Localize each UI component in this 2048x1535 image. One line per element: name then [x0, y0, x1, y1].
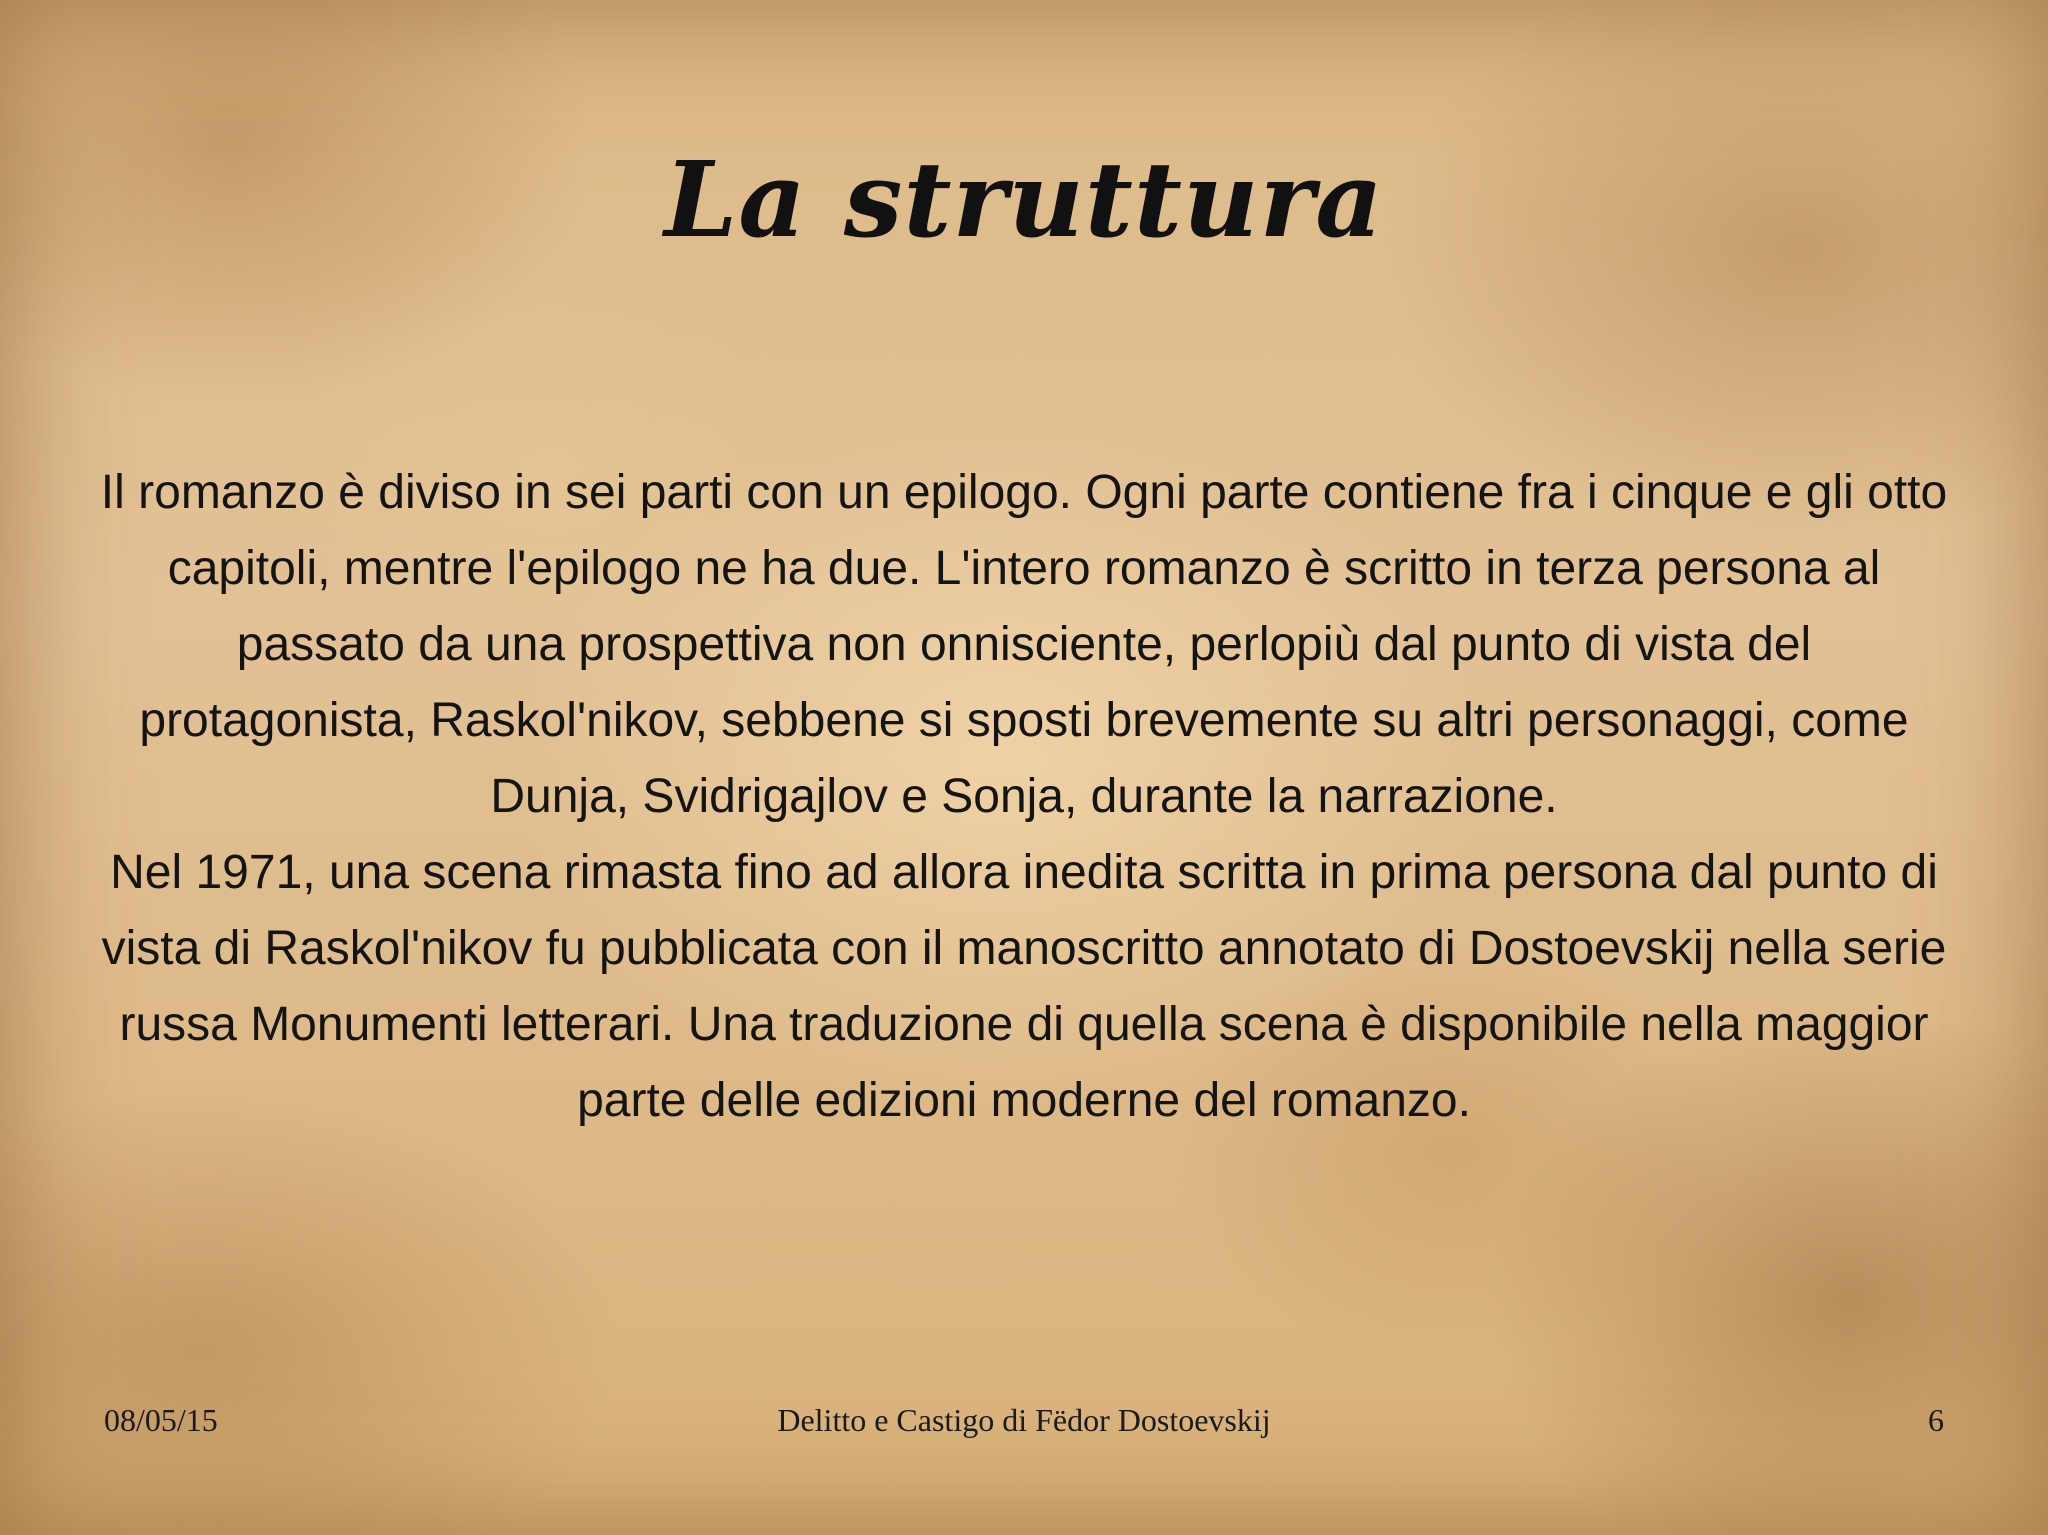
slide-title: La struttura	[664, 138, 1384, 261]
footer-title: Delitto e Castigo di Fëdor Dostoevskij	[777, 1402, 1271, 1438]
paragraph-1971-scene: Nel 1971, una scena rimasta fino ad allora inedita scritta in prima persona dal punto di vista di Raskol'nikov fu pubblicata con il manoscritto annotato di Dostoevskij nella serie russa Monumenti letterari. Una traduzione di quella scena è disponibile nella maggior parte delle edizioni moderne del romanzo.	[101, 846, 1947, 1127]
footer-date: 08/05/15	[104, 1402, 218, 1438]
slide-body	[95, 455, 1953, 1139]
paragraph-structure: Il romanzo è diviso in sei parti con un epilogo. Ogni parte contiene fra i cinque e gli otto capitoli, mentre l'epilogo ne ha due. L'intero romanzo è scritto in terza persona al passato da una prospettiva non onnisciente, perlopiù dal punto di vista del protagonista, Raskol'nikov, sebbene si sposti brevemente su altri personaggi, come Dunja, Svidrigajlov e Sonja, durante la narrazione.	[100, 466, 1948, 823]
footer-page-number: 6	[1928, 1402, 1944, 1438]
